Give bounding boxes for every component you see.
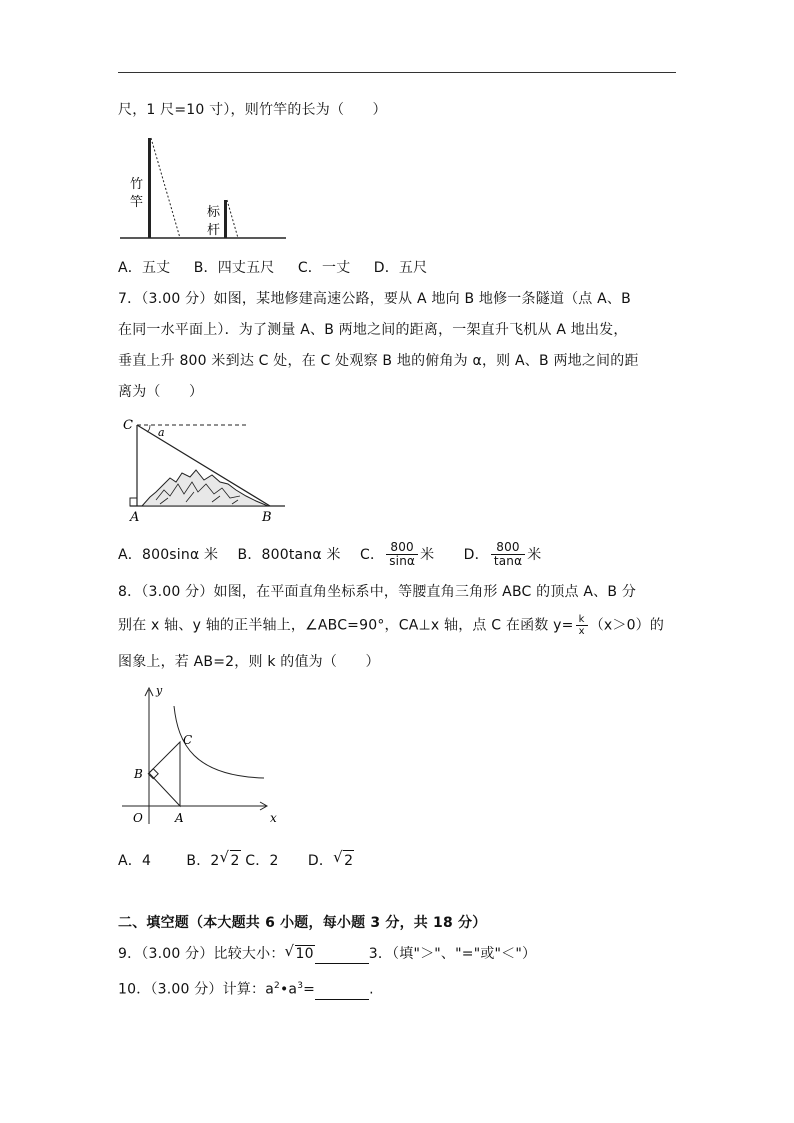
header-rule xyxy=(118,72,676,73)
q8-figure xyxy=(118,684,288,830)
q7-option-c-fraction: $\frac{800}{\sin\alpha}$ xyxy=(386,541,418,568)
label-a: A xyxy=(175,811,184,825)
q7-option-d[interactable]: D． $\frac{800}{\tan\alpha}$ 米 xyxy=(463,540,542,568)
q8-stem-line2: 别在 x 轴、y 轴的正半轴上，∠ABC=90°，CA⊥x 轴，点 C 在函数 y= $\frac{k}{x}$ （x＞0）的 xyxy=(118,614,665,637)
q6-stem: 尺，1 尺=10 寸），则竹竿的长为（ ） xyxy=(118,102,387,118)
section2-title: 二、填空题（本大题共 6 小题，每小题 3 分，共 18 分） xyxy=(118,915,487,931)
marker-rod xyxy=(224,200,227,238)
q6-options xyxy=(118,258,427,278)
q6-option-b[interactable]: B．四丈五尺 xyxy=(193,260,275,276)
pole-label-1: 竹 xyxy=(130,177,144,192)
q9-answer-blank[interactable] xyxy=(315,963,369,964)
q6-figure xyxy=(118,134,288,244)
q8-stem-line1: 8．（3.00 分）如图，在平面直角坐标系中，等腰直角三角形 ABC 的顶点 A、B 分 xyxy=(118,584,637,600)
q7-stem-line3: 垂直上升 800 米到达 C 处，在 C 处观察 B 地的俯角为 α，则 A、B 两地之间的距 xyxy=(118,353,639,369)
q7-option-d-fraction: $\frac{800}{\tan\alpha}$ xyxy=(491,541,525,568)
q7-stem-line4: 离为（ ） xyxy=(118,384,204,400)
q6-option-a[interactable]: A．五丈 xyxy=(118,260,171,276)
pole-label-2: 竿 xyxy=(130,195,144,210)
q6-option-c[interactable]: C．一丈 xyxy=(297,260,351,276)
q8-option-a[interactable]: A．4 xyxy=(118,853,152,869)
q8-options xyxy=(118,850,354,871)
q8-option-d-sqrt: √ 2 xyxy=(333,848,354,869)
q7-option-a[interactable]: A．800sinα 米 xyxy=(118,546,219,563)
q7-option-c[interactable]: C． $\frac{800}{\sin\alpha}$ 米 xyxy=(360,540,435,568)
pole-shadow-ray xyxy=(151,138,180,238)
q6-option-d[interactable]: D．五尺 xyxy=(373,260,428,276)
q8-function-fraction: $\frac{k}{x}$ xyxy=(576,614,588,637)
q8-option-c[interactable]: C．2 xyxy=(245,853,279,869)
q8-option-b-sqrt: √ 2 xyxy=(219,848,240,869)
q7-options xyxy=(118,541,541,568)
label-o: O xyxy=(133,811,143,825)
rod-label-2: 杆 xyxy=(207,223,221,238)
q9-stem: 9．（3.00 分）比较大小： √ 10 3．（填"＞"、"="或"＜"） xyxy=(118,942,537,962)
label-a: A xyxy=(130,510,140,524)
triangle-abc xyxy=(149,742,180,806)
q10-answer-blank[interactable] xyxy=(315,999,369,1000)
right-angle-mark xyxy=(130,498,137,506)
q10-stem: 10．（3.00 分）计算：$a^2•a^3=$ . xyxy=(118,981,374,998)
q8-option-b[interactable]: B．2 √ 2 xyxy=(186,848,240,869)
q7-stem-line2: 在同一水平面上）．为了测量 A、B 两地之间的距离，一架直升飞机从 A 地出发， xyxy=(118,322,628,338)
rod-shadow-ray xyxy=(227,200,238,238)
bamboo-pole xyxy=(148,138,151,238)
q7-option-b[interactable]: B．800tanα 米 xyxy=(237,546,341,563)
q9-sqrt: √ 10 xyxy=(284,942,314,962)
q8-option-d[interactable]: D． √ 2 xyxy=(307,848,354,869)
label-y: y xyxy=(156,684,163,697)
rod-label-1: 标 xyxy=(207,205,221,220)
label-b: B xyxy=(134,767,143,781)
q7-stem-line1: 7．（3.00 分）如图，某地修建高速公路，要从 A 地向 B 地修一条隧道（点 A、B xyxy=(118,291,631,307)
label-c: C xyxy=(123,418,133,433)
q8-stem-line3: 图象上，若 AB=2，则 k 的值为（ ） xyxy=(118,654,380,670)
label-c: C xyxy=(183,733,193,747)
mountain-shape xyxy=(142,470,268,506)
label-b: B xyxy=(262,510,272,524)
label-alpha: a xyxy=(158,426,165,439)
label-x: x xyxy=(270,811,277,825)
q7-figure xyxy=(120,412,290,524)
